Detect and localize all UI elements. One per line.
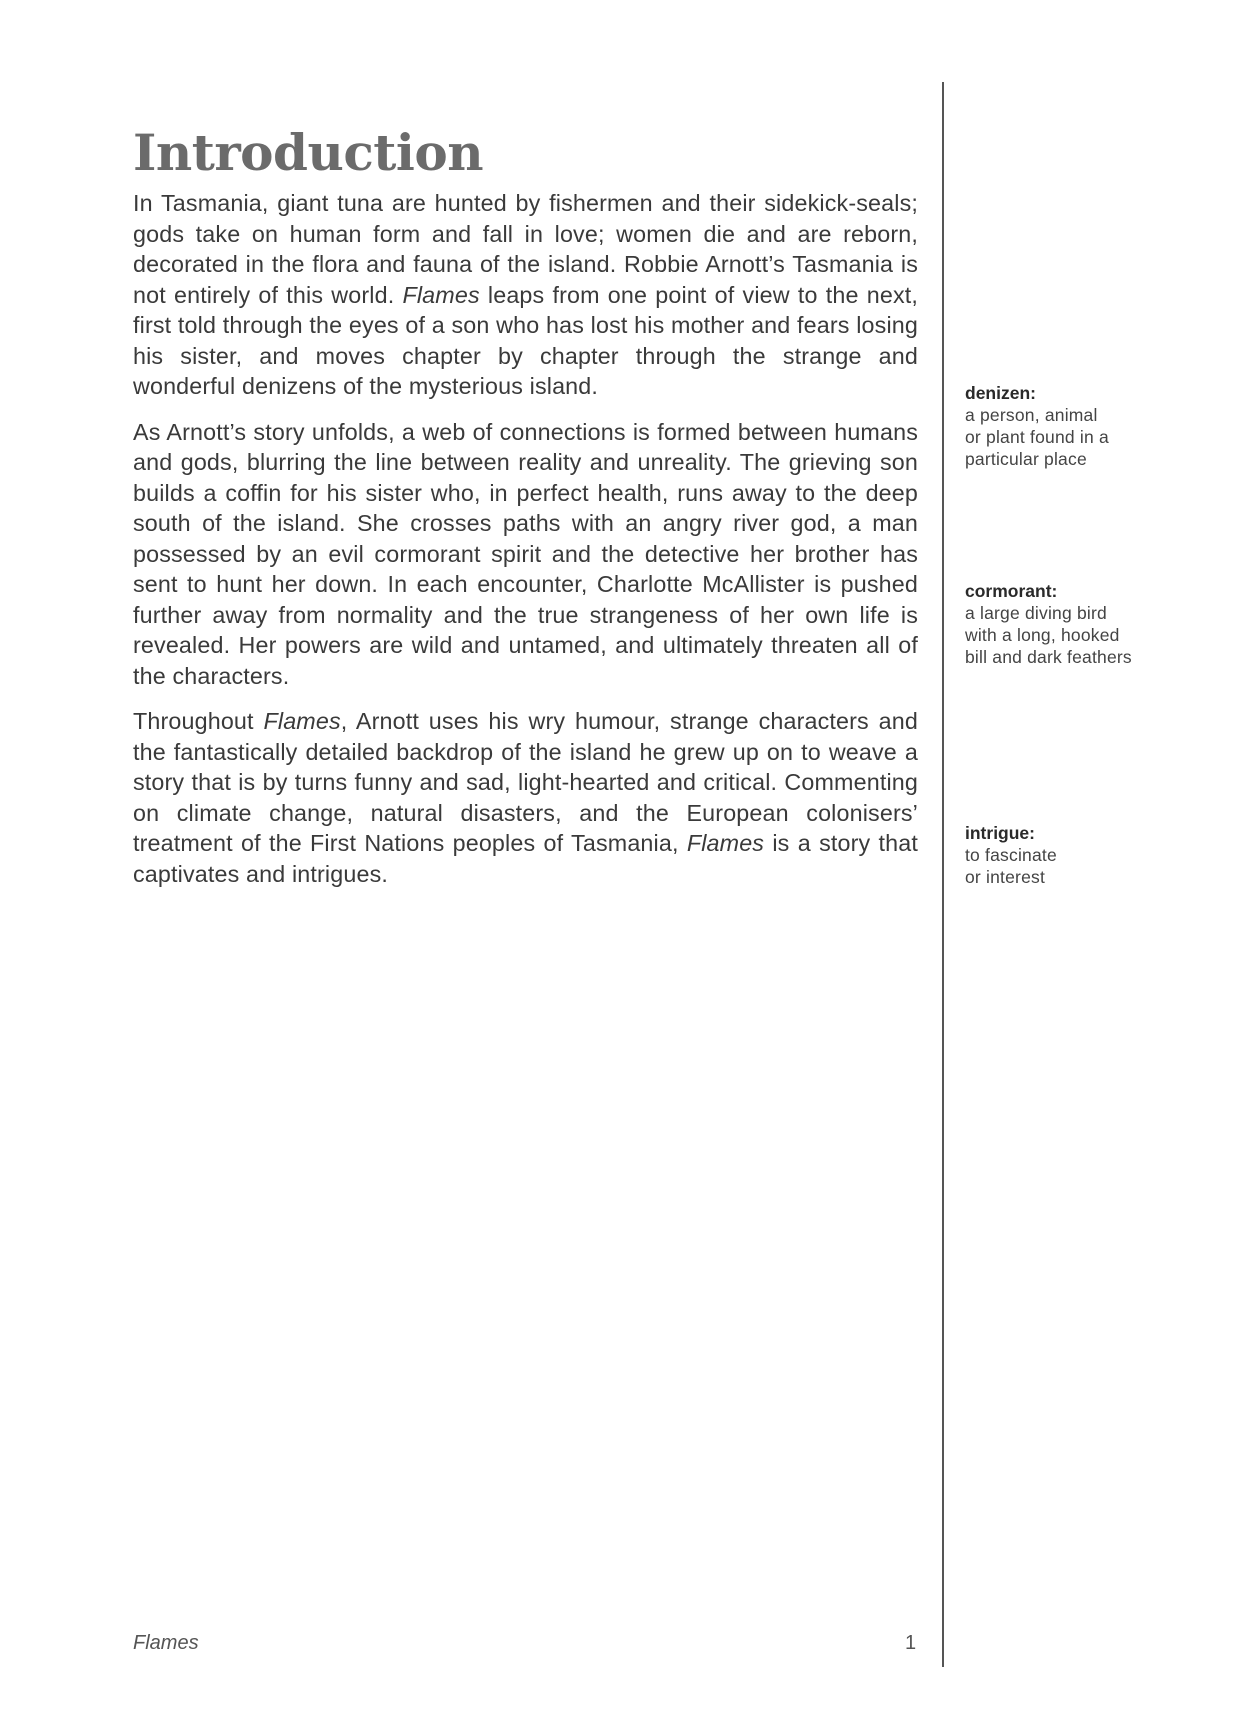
glossary-definition: a large diving bird with a long, hooked bill and dark feathers xyxy=(965,603,1132,667)
column-divider xyxy=(942,82,944,1667)
book-title-italic: Flames xyxy=(263,708,341,734)
paragraph-text: is a story that captivates and intrigues. xyxy=(133,830,918,887)
glossary-entry-denizen xyxy=(965,382,1215,470)
paragraph-text: Throughout xyxy=(133,708,264,734)
body-paragraph xyxy=(133,706,918,889)
glossary-definition: a person, animal or plant found in a particular place xyxy=(965,405,1109,469)
main-column xyxy=(133,122,918,904)
glossary-term: denizen: xyxy=(965,383,1036,403)
paragraph-text: As Arnott’s story unfolds, a web of connections is formed between humans and gods, blurring the line between reality and unreality. The grieving son builds a coffin for his sister who, in perfect health, runs away to the deep south of the island. She crosses paths with an angry river god, a man possessed by an evil cormorant spirit and the detective her brother has sent to hunt her down. In each encounter, Charlotte McAllister is pushed further away from normality and the true strangeness of her own life is revealed. Her powers are wild and untamed, and ultimately threaten all of the characters. xyxy=(133,418,918,689)
glossary-entry-intrigue xyxy=(965,822,1215,888)
glossary-term: intrigue: xyxy=(965,823,1035,843)
body-text xyxy=(133,188,918,889)
paragraph-text: leaps from one point of view to the next, first told through the eyes of a son who has lost his mother and fears losing his sister, and moves chapter by chapter through the strange and wonderful denizens of the mysterious island. xyxy=(133,281,918,399)
glossary-term: cormorant: xyxy=(965,581,1058,601)
glossary-entry-cormorant xyxy=(965,580,1215,668)
paragraph-text: , Arnott uses his wry humour, strange characters and the fantastically detailed backdrop of the island he grew up on to weave a story that is by turns funny and sad, light-hearted and critical. Commenting on climate change, natural disasters, and the European colonisers’ treatment of the First Nations peoples of Tasmania, xyxy=(133,708,918,856)
glossary-definition: to fascinate or interest xyxy=(965,845,1057,887)
body-paragraph xyxy=(133,188,918,402)
footer-book-title: Flames xyxy=(133,1632,199,1654)
footer-page-number: 1 xyxy=(905,1632,917,1654)
page-title: Introduction xyxy=(133,123,484,182)
book-title-italic: Flames xyxy=(686,830,765,856)
body-paragraph xyxy=(133,417,918,692)
paragraph-text: In Tasmania, giant tuna are hunted by fishermen and their sidekick-seals; gods take on human form and fall in love; women die and are reborn, decorated in the flora and fauna of the island. Robbie Arnott’s Tasmania is not entirely of this world. xyxy=(133,190,918,308)
book-title-italic: Flames xyxy=(402,281,480,308)
